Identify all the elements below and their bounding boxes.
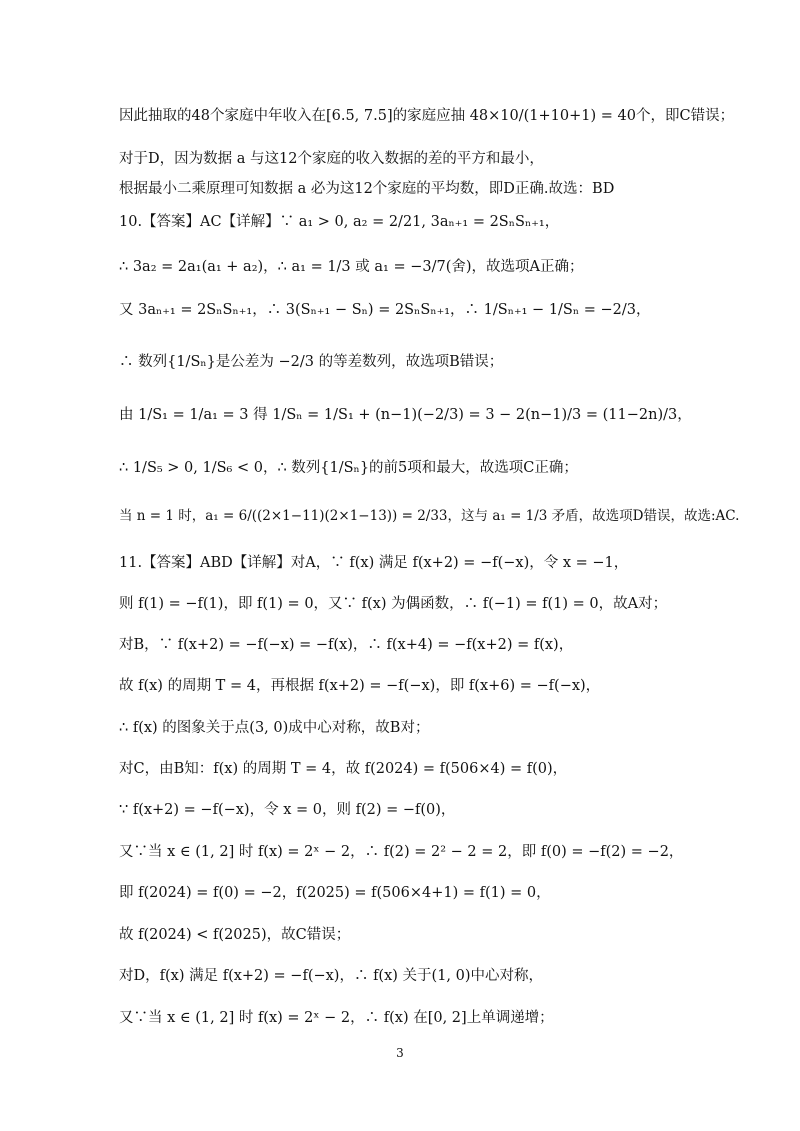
text-line: 即 f(2024) = f(0) = −2，f(2025) = f(506×4+1) = f(1) = 0， bbox=[119, 885, 551, 901]
text-line: ∵ f(x+2) = −f(−x)，令 x = 0，则 f(2) = −f(0)， bbox=[119, 802, 456, 818]
text-line: 又∵当 x ∈ (1, 2] 时 f(x) = 2ˣ − 2，∴ f(x) 在[0, 2]上单调递增； bbox=[119, 1010, 554, 1026]
text-line: 又 3aₙ₊₁ = 2SₙSₙ₊₁，∴ 3(Sₙ₊₁ − Sₙ) = 2SₙSₙ₊₁，∴ 1/Sₙ₊₁ − 1/Sₙ = −2/3， bbox=[119, 302, 651, 318]
text-line: 则 f(1) = −f(1)，即 f(1) = 0，又∵ f(x) 为偶函数，∴ f(−1) = f(1) = 0，故A对； bbox=[119, 596, 668, 612]
text-line: 对于D，因为数据 a 与这12个家庭的收入数据的差的平方和最小， bbox=[119, 151, 544, 167]
text-line: 因此抽取的48个家庭中年收入在[6.5, 7.5]的家庭应抽 48×10/(1+10+1) = 40个，即C错误； bbox=[119, 108, 735, 124]
page-number: 3 bbox=[396, 1046, 404, 1060]
text-line: ∴ 3a₂ = 2a₁(a₁ + a₂)，∴ a₁ = 1/3 或 a₁ = −3/7(舍)，故选项A正确； bbox=[119, 259, 584, 275]
text-line: 对B，∵ f(x+2) = −f(−x) = −f(x)，∴ f(x+4) = −f(x+2) = f(x)， bbox=[119, 637, 574, 653]
text-line: 当 n = 1 时，a₁ = 6/((2×1−11)(2×1−13)) = 2/33，这与 a₁ = 1/3 矛盾，故选项D错误，故选:AC. bbox=[119, 508, 740, 524]
text-line: ∴ 1/S₅ > 0, 1/S₆ < 0，∴ 数列{1/Sₙ}的前5项和最大，故选项C正确； bbox=[119, 460, 578, 476]
text-line: 故 f(2024) < f(2025)，故C错误； bbox=[119, 927, 351, 943]
text-line: 对C，由B知：f(x) 的周期 T = 4，故 f(2024) = f(506×4) = f(0)， bbox=[119, 761, 568, 777]
text-line: ∴ f(x) 的图象关于点(3, 0)成中心对称，故B对； bbox=[119, 720, 430, 736]
text-line: 对D，f(x) 满足 f(x+2) = −f(−x)，∴ f(x) 关于(1, 0)中心对称， bbox=[119, 968, 544, 984]
text-line: 11.【答案】ABD【详解】对A，∵ f(x) 满足 f(x+2) = −f(−x)，令 x = −1， bbox=[119, 555, 629, 571]
text-line: 10.【答案】AC【详解】∵ a₁ > 0, a₂ = 2/21, 3aₙ₊₁ = 2SₙSₙ₊₁， bbox=[119, 214, 560, 230]
text-line: 由 1/S₁ = 1/a₁ = 3 得 1/Sₙ = 1/S₁ + (n−1)(−2/3) = 3 − 2(n−1)/3 = (11−2n)/3， bbox=[119, 407, 692, 423]
text-line: 根据最小二乘原理可知数据 a 必为这12个家庭的平均数，即D正确.故选：BD bbox=[119, 181, 615, 197]
text-line: ∴ 数列{1/Sₙ}是公差为 −2/3 的等差数列，故选项B错误； bbox=[119, 354, 504, 370]
text-line: 又∵当 x ∈ (1, 2] 时 f(x) = 2ˣ − 2，∴ f(2) = 2² − 2 = 2，即 f(0) = −f(2) = −2， bbox=[119, 844, 684, 860]
text-line: 故 f(x) 的周期 T = 4，再根据 f(x+2) = −f(−x)，即 f(x+6) = −f(−x)， bbox=[119, 678, 601, 694]
